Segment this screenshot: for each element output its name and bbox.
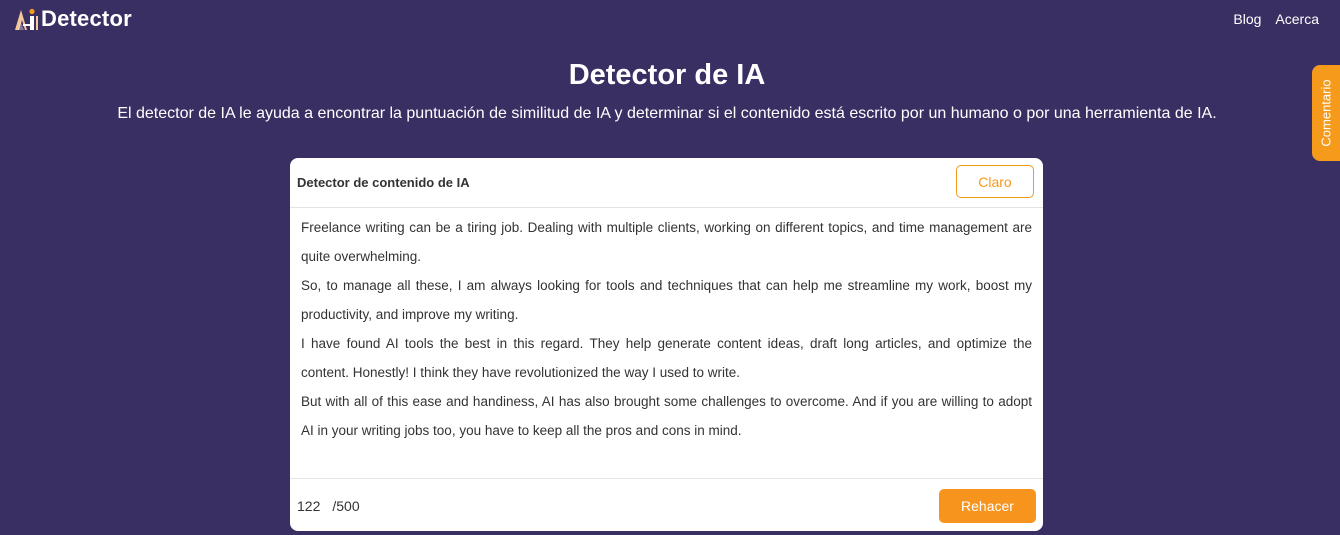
word-counter bbox=[297, 498, 360, 514]
text-paragraph: So, to manage all these, I am always looking for tools and techniques that can help me streamline my work, boost my productivity, and improve my writing. bbox=[301, 278, 1032, 322]
text-paragraph: I have found AI tools the best in this regard. They help generate content ideas, draft long articles, and optimize the content. Honestly! I think they have revolutionized the way I used to write. bbox=[301, 336, 1032, 380]
card-header bbox=[290, 158, 1043, 208]
card-title: Detector de contenido de IA bbox=[297, 175, 470, 190]
detector-card bbox=[290, 158, 1043, 531]
top-nav bbox=[1233, 11, 1319, 27]
clear-button[interactable]: Claro bbox=[956, 165, 1034, 198]
text-paragraph: Freelance writing can be a tiring job. Dealing with multiple clients, working on different topics, and time management are quite overwhelming. bbox=[301, 220, 1032, 264]
top-navbar bbox=[0, 0, 1340, 38]
page-subtitle: El detector de IA le ayuda a encontrar la puntuación de similitud de IA y determinar si el contenido está escrito por un humano o por una herramienta de IA. bbox=[117, 105, 1217, 122]
feedback-tab-label: Comentario bbox=[1318, 79, 1334, 147]
word-count: 122 bbox=[297, 498, 321, 514]
feedback-tab[interactable] bbox=[1312, 65, 1340, 161]
logo-text: Detector bbox=[41, 6, 132, 31]
nav-link-acerca[interactable]: Acerca bbox=[1275, 11, 1319, 27]
page-title: Detector de IA bbox=[568, 59, 766, 91]
nav-link-blog[interactable]: Blog bbox=[1233, 11, 1262, 27]
content-text-area[interactable] bbox=[301, 213, 1032, 475]
text-paragraph: But with all of this ease and handiness, AI has also brought some challenges to overcome. And if you are willing to adopt AI in your writing jobs too, you have to keep all the pros and cons in mind. bbox=[301, 394, 1032, 438]
card-footer bbox=[290, 478, 1043, 531]
ai-logo-icon bbox=[14, 7, 40, 31]
redo-button[interactable]: Rehacer bbox=[939, 489, 1036, 523]
logo[interactable] bbox=[14, 6, 132, 32]
word-limit: /500 bbox=[332, 498, 360, 514]
